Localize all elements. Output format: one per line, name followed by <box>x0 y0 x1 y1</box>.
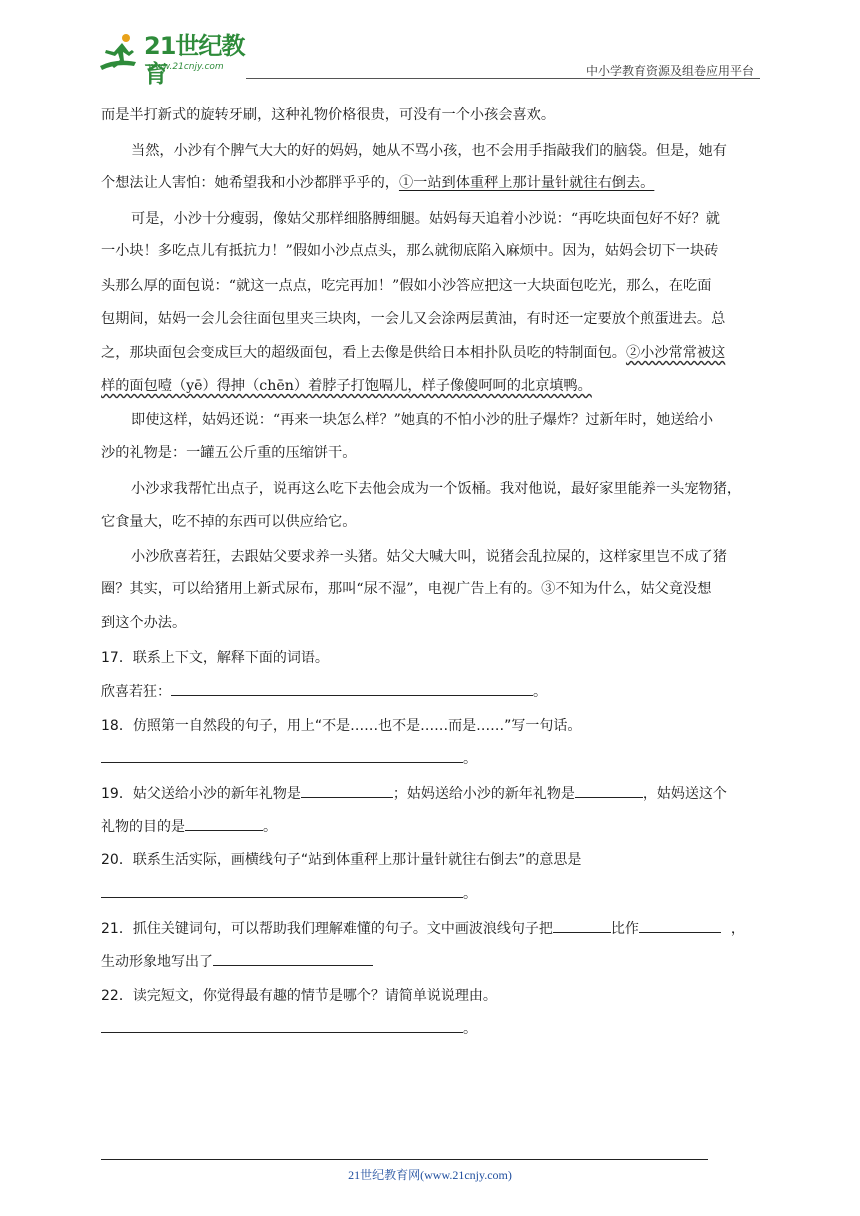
q21-text: 21．抓住关键词句，可以帮助我们理解难懂的句子。文中画波浪线句子把 <box>101 921 553 937</box>
page-header <box>96 28 760 88</box>
period: 。 <box>463 886 477 902</box>
wavy-underlined-sentence: ②小沙常常被这 <box>625 345 726 361</box>
q21-text: 比作 <box>610 921 639 937</box>
question-17: 17．联系上下文，解释下面的词语。 <box>101 650 329 666</box>
passage-text: 个想法让人害怕：她希望我和小沙都胖乎乎的， <box>101 175 399 191</box>
period: 。 <box>263 819 277 835</box>
answer-blank[interactable] <box>301 783 393 798</box>
header-divider <box>246 78 760 79</box>
answer-blank[interactable] <box>553 918 611 933</box>
q19-text: ，姑妈送这个 <box>642 786 727 802</box>
question-21 <box>101 918 745 939</box>
period: 。 <box>463 751 477 767</box>
answer-blank[interactable] <box>101 883 463 898</box>
passage-line: 头那么厚的面包说：“就这一点点，吃完再加！”假如小沙答应把这一大块面包吃光，那么，在吃面 <box>101 278 712 294</box>
answer-blank[interactable] <box>213 951 373 966</box>
passage-line: 包期间，姑妈一会儿会往面包里夹三块肉，一会儿又会涂两层黄油，有时还一定要放个煎蛋进去。总 <box>101 311 726 327</box>
passage-line: 圈？其实，可以给猪用上新式尿布，那叫“尿不湿”，电视广告上有的。③不知为什么，姑父竟没想 <box>101 581 712 597</box>
question-20-answer-line <box>101 883 477 904</box>
answer-blank[interactable] <box>101 1018 463 1033</box>
passage-line: 到这个办法。 <box>101 615 187 631</box>
logo-text: 21世纪教育 <box>144 32 245 88</box>
question-22-answer-line <box>101 1018 477 1039</box>
q19-text: 19．姑父送给小沙的新年礼物是 <box>101 786 301 802</box>
passage-line: 小沙欣喜若狂，去跟姑父要求养一头猪。姑父大喊大叫，说猪会乱拉屎的，这样家里岂不成了猪 <box>131 549 727 565</box>
period: 。 <box>533 684 547 700</box>
logo-url: www.21cnjy.com <box>148 62 224 72</box>
straight-underlined-sentence: ①一站到体重秤上那计量针就往右倒去。 <box>398 175 655 191</box>
q19-text: 礼物的目的是 <box>101 819 185 835</box>
question-20: 20．联系生活实际，画横线句子“站到体重秤上那计量针就往右倒去”的意思是 <box>101 852 582 868</box>
answer-blank[interactable] <box>575 783 643 798</box>
passage-line <box>101 343 765 363</box>
logo <box>96 32 266 88</box>
passage-line: 可是，小沙十分瘦弱，像姑父那样细胳膊细腿。姑妈每天追着小沙说：“再吃块面包好不好？就 <box>131 211 720 227</box>
question-22: 22．读完短文，你觉得最有趣的情节是哪个？请简单说说理由。 <box>101 988 497 1004</box>
q21-text: 生动形象地写出了 <box>101 954 213 970</box>
q21-text: ， <box>730 921 745 937</box>
passage-line: 而是半打新式的旋转牙刷，这种礼物价格很贵，可没有一个小孩会喜欢。 <box>101 107 556 123</box>
q19-text: ；姑妈送给小沙的新年礼物是 <box>392 786 575 802</box>
answer-blank[interactable] <box>171 681 533 696</box>
question-19-cont <box>101 816 277 837</box>
platform-title: 中小学教育资源及组卷应用平台 <box>585 64 754 78</box>
answer-blank[interactable] <box>101 748 463 763</box>
question-19 <box>101 783 727 804</box>
passage-line: 当然，小沙有个脾气大大的好的妈妈，她从不骂小孩，也不会用手指敲我们的脑袋。但是，她有 <box>131 143 727 159</box>
passage-line: 沙的礼物是：一罐五公斤重的压缩饼干。 <box>101 445 357 461</box>
answer-blank[interactable] <box>185 816 263 831</box>
passage-line <box>101 376 765 396</box>
footer-divider <box>101 1159 708 1160</box>
wavy-underlined-sentence: 样的面包噎（yē）得抻（chēn）着脖子打饱嗝儿，样子像傻呵呵的北京填鸭。 <box>101 378 592 394</box>
passage-text: 之，那块面包会变成巨大的超级面包，看上去像是供给日本相扑队员吃的特制面包。 <box>101 345 626 361</box>
question-18: 18．仿照第一自然段的句子，用上“不是……也不是……而是……”写一句话。 <box>101 718 582 734</box>
question-17-answer-line <box>101 681 547 702</box>
passage-line: 小沙求我帮忙出点子，说再这么吃下去他会成为一个饭桶。我对他说，最好家里能养一头宠物猪， <box>131 481 742 497</box>
passage-line: 它食量大，吃不掉的东西可以供应给它。 <box>101 514 357 530</box>
runner-logo-icon <box>96 32 142 76</box>
footer-text: 21世纪教育网(www.21cnjy.com) <box>348 1168 512 1182</box>
question-18-answer-line <box>101 748 477 769</box>
passage-line: 一小块！多吃点儿有抵抗力！”假如小沙点点头，那么就彻底陷入麻烦中。因为，姑妈会切下一块砖 <box>101 243 719 259</box>
answer-blank[interactable] <box>639 918 721 933</box>
passage-line <box>101 173 765 193</box>
question-17-word: 欣喜若狂： <box>101 684 171 700</box>
period: 。 <box>463 1021 477 1037</box>
passage-line: 即使这样，姑妈还说：“再来一块怎么样？”她真的不怕小沙的肚子爆炸？过新年时，她送给小 <box>131 412 714 428</box>
question-21-cont <box>101 951 373 972</box>
